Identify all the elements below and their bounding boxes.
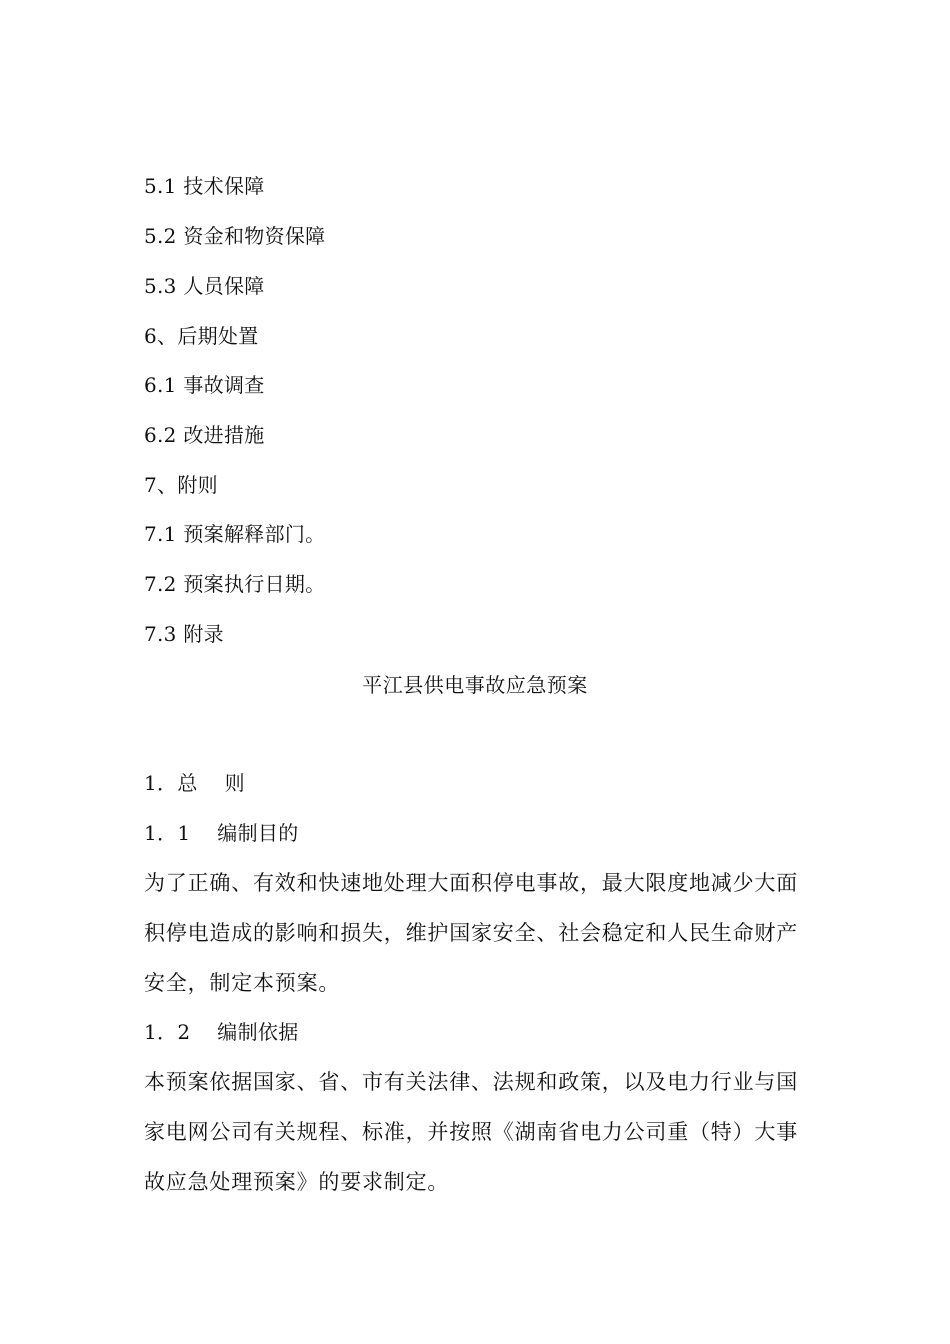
toc-item-7-3: 7.3 附录 <box>144 622 224 646</box>
section-1-2-heading: 1．2 编制依据 <box>144 1020 299 1044</box>
toc-item-7-1: 7.1 预案解释部门。 <box>144 522 326 546</box>
document-title: 平江县供电事故应急预案 <box>362 673 588 697</box>
section-1-2-body: 本预案依据国家、省、市有关法律、法规和政策，以及电力行业与国家电网公司有关规程、标准，并按照《湖南省电力公司重（特）大事故应急处理预案》的要求制定。 <box>144 1070 798 1194</box>
section-1-1-heading: 1．1 编制目的 <box>144 821 299 845</box>
toc-item-6-2: 6.2 改进措施 <box>144 423 265 447</box>
section-1-heading: 1．总 则 <box>144 771 245 795</box>
toc-item-7: 7、附则 <box>144 473 218 497</box>
toc-item-6-1: 6.1 事故调查 <box>144 373 265 397</box>
toc-item-5-1: 5.1 技术保障 <box>144 174 265 198</box>
toc-item-6: 6、后期处置 <box>144 324 259 348</box>
toc-item-5-2: 5.2 资金和物资保障 <box>144 224 326 248</box>
toc-item-5-3: 5.3 人员保障 <box>144 274 265 298</box>
section-1-1-body: 为了正确、有效和快速地处理大面积停电事故，最大限度地减少大面积停电造成的影响和损失，维护国家安全、社会稳定和人民生命财产安全，制定本预案。 <box>144 871 798 995</box>
toc-item-7-2: 7.2 预案执行日期。 <box>144 572 326 596</box>
